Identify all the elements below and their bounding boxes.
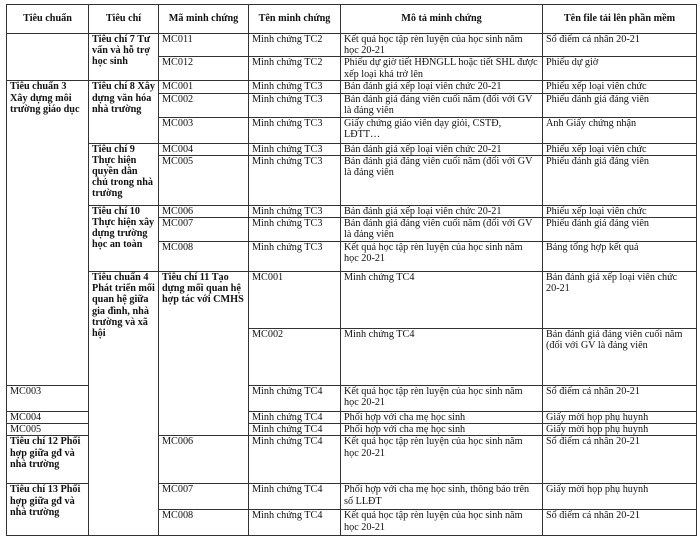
file-cell: Giấy mời họp phụ huynh [543, 412, 697, 424]
name-cell: Minh chứng TC4 [249, 412, 341, 424]
name-cell: Minh chứng TC4 [249, 424, 341, 436]
header-standard: Tiêu chuẩn [7, 5, 89, 34]
file-cell: Phiếu đánh giá đảng viên [543, 93, 697, 117]
description-cell: Bản đánh giá đảng viên cuối năm (đối với GV là đảng viên [341, 218, 543, 242]
name-cell: Minh chứng TC3 [249, 218, 341, 242]
code-cell: MC006 [159, 436, 249, 484]
name-cell: Minh chứng TC3 [249, 93, 341, 117]
name-cell: Minh chứng TC2 [249, 34, 341, 57]
description-cell: Bản đánh giá xếp loại viên chức 20-21 [341, 143, 543, 155]
code-cell: MC005 [159, 155, 249, 205]
name-cell: Minh chứng TC4 [341, 329, 543, 386]
file-cell: Phiếu xếp loại viên chức [543, 143, 697, 155]
name-cell: Minh chứng TC4 [249, 484, 341, 510]
file-cell: Phiếu xếp loại viên chức [543, 81, 697, 93]
file-cell: Sổ điểm cá nhân 20-21 [543, 510, 697, 536]
description-cell: Kết quả học tập rèn luyện của học sinh năm học 20-21 [341, 34, 543, 57]
criterion-10: Tiêu chí 10 Thực hiện xây dựng trường học an toàn [89, 205, 159, 271]
description-cell: Kết quả học tập rèn luyện của học sinh năm học 20-21 [341, 242, 543, 272]
code-cell: MC007 [159, 218, 249, 242]
file-cell: Sổ điểm cá nhân 20-21 [543, 34, 697, 57]
name-cell: Minh chứng TC2 [249, 57, 341, 81]
code-cell: MC011 [159, 34, 249, 57]
standard-4: Tiêu chuẩn 4 Phát triển mối quan hệ giữa gia đình, nhà trường và xã hội [89, 272, 159, 536]
name-cell: Minh chứng TC3 [249, 117, 341, 143]
file-cell: Giấy mời họp phụ huynh [543, 424, 697, 436]
code-cell: MC003 [159, 117, 249, 143]
header-criterion: Tiêu chí [89, 5, 159, 34]
description-cell: Bản đánh giá đảng viên cuối năm (đối với GV là đảng viên [543, 329, 697, 386]
description-cell: Bản đánh giá xếp loại viên chức 20-21 [341, 81, 543, 93]
criterion-8: Tiêu chí 8 Xây dựng văn hóa nhà trường [89, 81, 159, 143]
criterion-12: Tiêu chí 12 Phối hợp giữa gđ và nhà trường [7, 436, 89, 484]
header-description: Mô tả minh chứng [341, 5, 543, 34]
file-cell: Phiếu đánh giá đảng viên [543, 155, 697, 205]
evidence-table [6, 4, 697, 536]
name-cell: Minh chứng TC3 [249, 242, 341, 272]
criterion-7: Tiêu chí 7 Tư vấn và hỗ trợ học sinh [89, 34, 159, 81]
file-cell: Phiếu xếp loại viên chức [543, 205, 697, 217]
file-cell: Sổ điểm cá nhân 20-21 [543, 386, 697, 412]
code-cell: MC008 [159, 510, 249, 536]
header-name: Tên minh chứng [249, 5, 341, 34]
header-file: Tên file tải lên phần mềm [543, 5, 697, 34]
description-cell: Kết quả học tập rèn luyện của học sinh năm học 20-21 [341, 386, 543, 412]
table-header-row [7, 5, 697, 34]
file-cell: Ảnh Giấy chứng nhận [543, 117, 697, 143]
file-cell: Sổ điểm cá nhân 20-21 [543, 436, 697, 484]
name-cell: Minh chứng TC4 [249, 386, 341, 412]
name-cell: Minh chứng TC3 [249, 81, 341, 93]
table-row [7, 272, 697, 329]
code-cell: MC004 [7, 412, 89, 424]
standard-3: Tiêu chuẩn 3 Xây dựng môi trường giáo dục [7, 81, 89, 386]
code-cell: MC005 [7, 424, 89, 436]
description-cell: Phối hợp với cha mẹ học sinh [341, 424, 543, 436]
header-code: Mã minh chứng [159, 5, 249, 34]
code-cell: MC001 [159, 81, 249, 93]
name-cell: Minh chứng TC4 [249, 510, 341, 536]
description-cell: Kết quả học tập rèn luyện của học sinh năm học 20-21 [341, 510, 543, 536]
name-cell: Minh chứng TC4 [341, 272, 543, 329]
description-cell: Bản đánh giá xếp loại viên chức 20-21 [341, 205, 543, 217]
description-cell: Phối hợp với cha mẹ học sinh, thông báo trên sổ LLĐT [341, 484, 543, 510]
description-cell: Bản đánh giá đảng viên cuối năm (đối với GV là đảng viên [341, 155, 543, 205]
name-cell: Minh chứng TC3 [249, 205, 341, 217]
code-cell: MC012 [159, 57, 249, 81]
description-cell: Phiếu dự giờ tiết HĐNGLL hoặc tiết SHL được xếp loại khá trở lên [341, 57, 543, 81]
code-cell: MC008 [159, 242, 249, 272]
code-cell: MC006 [159, 205, 249, 217]
code-cell: MC004 [159, 143, 249, 155]
criterion-9: Tiêu chí 9 Thực hiện quyền dân chủ trong nhà trường [89, 143, 159, 205]
standard-cell-prev [7, 34, 89, 81]
description-cell: Phối hợp với cha mẹ học sinh [341, 412, 543, 424]
code-cell: MC002 [249, 329, 341, 386]
description-cell: Giấy chứng giáo viên dạy giỏi, CSTĐ, LĐTT… [341, 117, 543, 143]
code-cell: MC007 [159, 484, 249, 510]
file-cell: Phiếu dự giờ [543, 57, 697, 81]
table-row [7, 81, 697, 93]
file-cell: Phiếu đánh giá đảng viên [543, 218, 697, 242]
description-cell: Bản đánh giá đảng viên cuối năm (đối với GV là đảng viên [341, 93, 543, 117]
name-cell: Minh chứng TC3 [249, 155, 341, 205]
name-cell: Minh chứng TC3 [249, 143, 341, 155]
table-row [7, 205, 697, 217]
name-cell: Minh chứng TC4 [249, 436, 341, 484]
description-cell: Kết quả học tập rèn luyện của học sinh năm học 20-21 [341, 436, 543, 484]
description-cell: Bản đánh giá xếp loại viên chức 20-21 [543, 272, 697, 329]
code-cell: MC002 [159, 93, 249, 117]
criterion-13: Tiêu chí 13 Phối hợp giữa gđ và nhà trường [7, 484, 89, 536]
file-cell: Bảng tổng hợp kết quả [543, 242, 697, 272]
file-cell: Giấy mời họp phụ huynh [543, 484, 697, 510]
table-row [7, 34, 697, 57]
criterion-11: Tiêu chí 11 Tạo dựng mối quan hệ hợp tác với CMHS [159, 272, 249, 436]
code-cell: MC001 [249, 272, 341, 329]
table-row [7, 143, 697, 155]
code-cell: MC003 [7, 386, 89, 412]
